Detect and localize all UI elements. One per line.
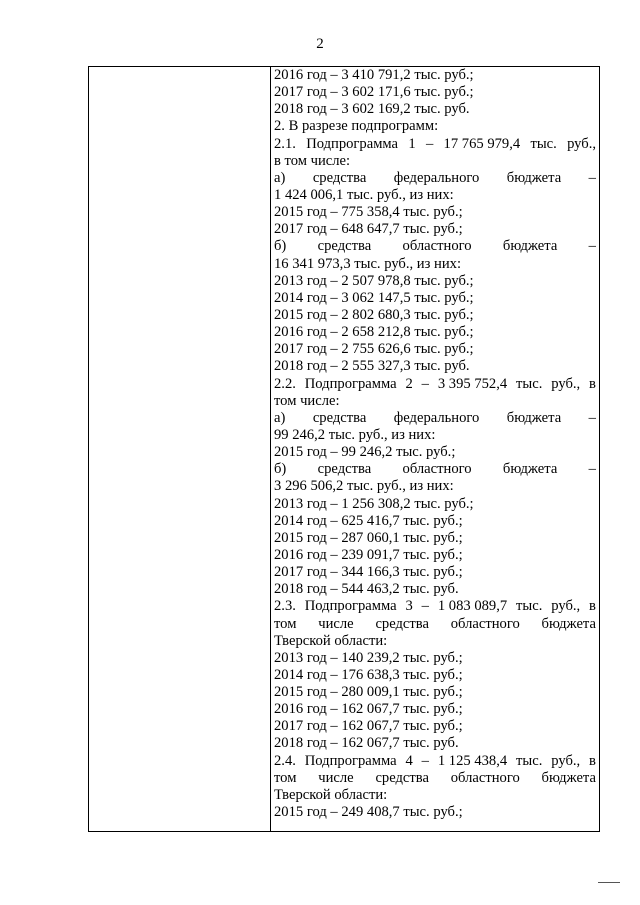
text-word: 2.1. — [274, 135, 296, 152]
text-word: в — [589, 375, 596, 392]
text-word: б) — [274, 461, 287, 478]
text-word: средства — [375, 769, 429, 786]
text-word: бюджета — [541, 615, 596, 632]
text-line: 2016 год – 162 067,7 тыс. руб.; — [274, 701, 463, 718]
text-line: 2017 год – 162 067,7 тыс. руб.; — [274, 718, 463, 735]
text-word: – — [425, 135, 434, 152]
text-word: Подпрограмма — [306, 135, 399, 152]
text-line: в том числе: — [274, 152, 351, 169]
text-line: 2017 год – 2 755 626,6 тыс. руб.; — [274, 341, 474, 358]
text-word: федерального — [393, 169, 480, 186]
text-line: 2015 год – 249 408,7 тыс. руб.; — [274, 804, 463, 821]
text-line: 2013 год – 1 256 308,2 тыс. руб.; — [274, 495, 474, 512]
text-word: тыс. — [516, 375, 543, 392]
text-word: 3 395 752,4 — [437, 375, 508, 392]
text-word: 3 — [405, 598, 413, 615]
text-word: в — [589, 598, 596, 615]
text-word: руб., — [567, 135, 596, 152]
text-line: 2017 год – 3 602 171,6 тыс. руб.; — [274, 84, 474, 101]
text-line: 3 296 506,2 тыс. руб., из них: — [274, 478, 454, 495]
text-word: Подпрограмма — [304, 752, 397, 769]
text-word: 2.2. — [274, 375, 296, 392]
text-line: 2013 год – 140 239,2 тыс. руб.; — [274, 649, 463, 666]
text-word: Подпрограмма — [304, 598, 397, 615]
text-line — [274, 136, 596, 153]
text-word: бюджета — [506, 169, 562, 186]
text-word: 17 765 979,4 — [443, 135, 521, 152]
text-line — [274, 461, 596, 478]
text-word: тыс. — [516, 752, 543, 769]
text-word: средства — [312, 169, 367, 186]
text-word: числе — [318, 615, 354, 632]
text-word: 2.4. — [274, 752, 296, 769]
text-line — [274, 753, 596, 770]
text-word: руб., — [551, 752, 581, 769]
text-word: 2 — [405, 375, 413, 392]
text-line — [274, 410, 596, 427]
text-line: Тверской области: — [274, 786, 388, 803]
page-number: 2 — [316, 36, 324, 52]
text-line — [274, 238, 596, 255]
text-word: федерального — [393, 409, 480, 426]
text-line: 99 246,2 тыс. руб., из них: — [274, 426, 436, 443]
text-line: 2014 год – 625 416,7 тыс. руб.; — [274, 512, 463, 529]
text-line: 2015 год – 775 358,4 тыс. руб.; — [274, 204, 463, 221]
text-word: средства — [375, 615, 429, 632]
text-word: бюджета — [502, 461, 558, 478]
text-word: бюджета — [506, 409, 562, 426]
text-line — [274, 170, 596, 187]
text-line: 2017 год – 344 166,3 тыс. руб.; — [274, 564, 463, 581]
text-line: 2013 год – 2 507 978,8 тыс. руб.; — [274, 272, 474, 289]
text-line — [274, 770, 596, 787]
text-word: областного — [402, 461, 472, 478]
text-word: 4 — [405, 752, 413, 769]
text-line: 2017 год – 648 647,7 тыс. руб.; — [274, 221, 463, 238]
text-word: б) — [274, 238, 287, 255]
text-line — [274, 376, 596, 393]
column-divider — [270, 67, 271, 831]
text-line: 2014 год – 176 638,3 тыс. руб.; — [274, 666, 463, 683]
text-line: 2015 год – 99 246,2 тыс. руб.; — [274, 444, 456, 461]
text-word: том — [274, 769, 297, 786]
text-word: бюджета — [541, 769, 596, 786]
text-word: – — [588, 169, 596, 186]
text-word: тыс. — [530, 135, 557, 152]
text-word: средства — [317, 238, 372, 255]
text-line: 2. В разрезе подпрограмм: — [274, 118, 439, 135]
text-line: 16 341 973,3 тыс. руб., из них: — [274, 255, 461, 272]
text-word: 2.3. — [274, 598, 296, 615]
text-word: – — [421, 375, 429, 392]
text-word: областного — [450, 615, 520, 632]
text-word: а) — [274, 169, 286, 186]
text-line: 2018 год – 162 067,7 тыс. руб. — [274, 735, 459, 752]
text-line: Тверской области: — [274, 632, 388, 649]
text-word: том — [274, 615, 297, 632]
text-word: руб., — [551, 375, 581, 392]
text-line: 2018 год – 3 602 169,2 тыс. руб. — [274, 101, 470, 118]
text-word: средства — [312, 409, 367, 426]
text-word: а) — [274, 409, 286, 426]
text-line: 2015 год – 2 802 680,3 тыс. руб.; — [274, 306, 474, 323]
text-word: областного — [450, 769, 520, 786]
program-funding-table — [88, 66, 600, 832]
text-line: 1 424 006,1 тыс. руб., из них: — [274, 186, 454, 203]
text-word: – — [421, 598, 429, 615]
text-line — [274, 616, 596, 633]
text-line: 2018 год – 544 463,2 тыс. руб. — [274, 581, 459, 598]
text-line: 2016 год – 239 091,7 тыс. руб.; — [274, 546, 463, 563]
footer-mark — [598, 882, 620, 883]
text-line: 2015 год – 280 009,1 тыс. руб.; — [274, 684, 463, 701]
text-line: 2015 год – 287 060,1 тыс. руб.; — [274, 529, 463, 546]
text-word: средства — [317, 461, 372, 478]
text-word: в — [589, 752, 596, 769]
funding-text-cell — [274, 67, 596, 821]
text-line — [274, 598, 596, 615]
text-word: Подпрограмма — [304, 375, 397, 392]
text-word: – — [421, 752, 429, 769]
text-word: – — [588, 461, 596, 478]
text-line: 2016 год – 2 658 212,8 тыс. руб.; — [274, 324, 474, 341]
text-line: 2018 год – 2 555 327,3 тыс. руб. — [274, 358, 470, 375]
text-line: 2014 год – 3 062 147,5 тыс. руб.; — [274, 289, 474, 306]
text-line: 2016 год – 3 410 791,2 тыс. руб.; — [274, 67, 474, 83]
text-word: бюджета — [502, 238, 558, 255]
text-word: 1 — [408, 135, 416, 152]
text-word: – — [588, 409, 596, 426]
text-word: тыс. — [516, 598, 543, 615]
text-word: – — [588, 238, 596, 255]
text-word: руб., — [551, 598, 581, 615]
text-word: 1 083 089,7 — [437, 598, 508, 615]
text-word: 1 125 438,4 — [437, 752, 508, 769]
text-word: числе — [318, 769, 354, 786]
text-line: том числе: — [274, 392, 340, 409]
text-word: областного — [402, 238, 472, 255]
